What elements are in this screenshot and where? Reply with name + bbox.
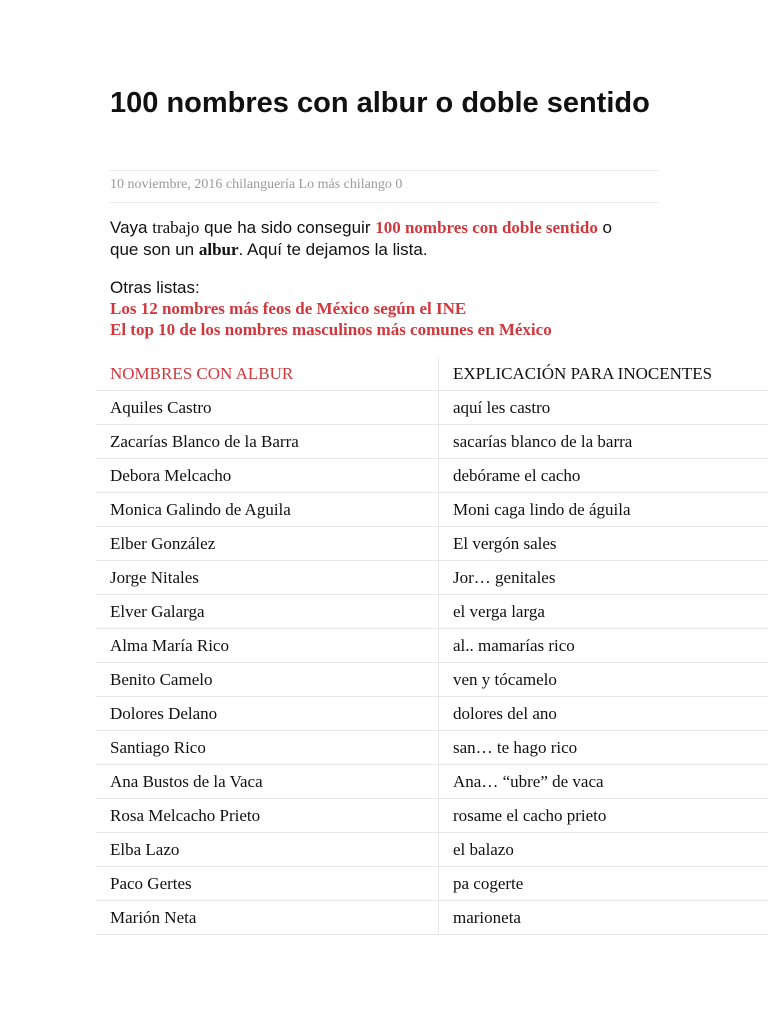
explanation-cell: El vergón sales (439, 527, 768, 561)
other-list-link-1[interactable]: Los 12 nombres más feos de México según el INE (110, 299, 467, 318)
name-cell: Aquiles Castro (96, 391, 439, 425)
table-row (96, 697, 768, 731)
table-row (96, 493, 768, 527)
explanation-cell: dolores del ano (439, 697, 768, 731)
divider-top (110, 170, 658, 171)
table-row (96, 833, 768, 867)
table-row (96, 731, 768, 765)
header-explicacion: EXPLICACIÓN PARA INOCENTES (439, 357, 768, 391)
name-cell: Zacarías Blanco de la Barra (96, 425, 439, 459)
name-cell: Santiago Rico (96, 731, 439, 765)
name-cell: Elver Galarga (96, 595, 439, 629)
explanation-cell: sacarías blanco de la barra (439, 425, 768, 459)
explanation-cell: aquí les castro (439, 391, 768, 425)
intro-text-1: Vaya (110, 218, 153, 237)
table-row (96, 799, 768, 833)
intro-paragraph (110, 217, 630, 261)
name-cell: Dolores Delano (96, 697, 439, 731)
table-row (96, 663, 768, 697)
table-row (96, 425, 768, 459)
intro-text-5: . Aquí te dejamos la lista. (238, 240, 428, 259)
explanation-cell: san… te hago rico (439, 731, 768, 765)
explanation-cell: el balazo (439, 833, 768, 867)
table-row (96, 595, 768, 629)
table-row (96, 901, 768, 935)
explanation-cell: Moni caga lindo de águila (439, 493, 768, 527)
other-lists-label: Otras listas: (110, 278, 200, 297)
name-cell: Benito Camelo (96, 663, 439, 697)
post-meta: 10 noviembre, 2016 chilanguería Lo más chilango 0 (110, 177, 403, 192)
table-row (96, 629, 768, 663)
name-cell: Monica Galindo de Aguila (96, 493, 439, 527)
intro-text-3: que ha sido conseguir (199, 218, 376, 237)
name-cell: Ana Bustos de la Vaca (96, 765, 439, 799)
explanation-cell: el verga larga (439, 595, 768, 629)
name-cell: Marión Neta (96, 901, 439, 935)
table-row (96, 459, 768, 493)
divider-bottom (110, 202, 658, 203)
name-cell: Debora Melcacho (96, 459, 439, 493)
explanation-cell: Jor… genitales (439, 561, 768, 595)
name-cell: Jorge Nitales (96, 561, 439, 595)
name-cell: Elba Lazo (96, 833, 439, 867)
intro-text-4: o que son un (110, 218, 613, 259)
table-row (96, 867, 768, 901)
explanation-cell: Ana… “ubre” de vaca (439, 765, 768, 799)
intro-text-2: trabajo (152, 218, 200, 237)
explanation-cell: marioneta (439, 901, 768, 935)
header-nombres: NOMBRES CON ALBUR (96, 357, 439, 391)
explanation-cell: ven y tócamelo (439, 663, 768, 697)
table-row (96, 527, 768, 561)
table-header-row (96, 357, 768, 391)
intro-bold-word: albur (198, 240, 239, 259)
table-row (96, 561, 768, 595)
table-row (96, 391, 768, 425)
table-row (96, 765, 768, 799)
other-list-link-2[interactable]: El top 10 de los nombres masculinos más comunes en México (110, 320, 552, 339)
intro-highlight-link[interactable]: 100 nombres con doble sentido (375, 218, 598, 237)
name-cell: Paco Gertes (96, 867, 439, 901)
names-table (96, 357, 768, 935)
explanation-cell: al.. mamarías rico (439, 629, 768, 663)
explanation-cell: debórame el cacho (439, 459, 768, 493)
explanation-cell: rosame el cacho prieto (439, 799, 768, 833)
page-title: 100 nombres con albur o doble sentido (110, 87, 650, 119)
explanation-cell: pa cogerte (439, 867, 768, 901)
name-cell: Elber González (96, 527, 439, 561)
name-cell: Rosa Melcacho Prieto (96, 799, 439, 833)
name-cell: Alma María Rico (96, 629, 439, 663)
